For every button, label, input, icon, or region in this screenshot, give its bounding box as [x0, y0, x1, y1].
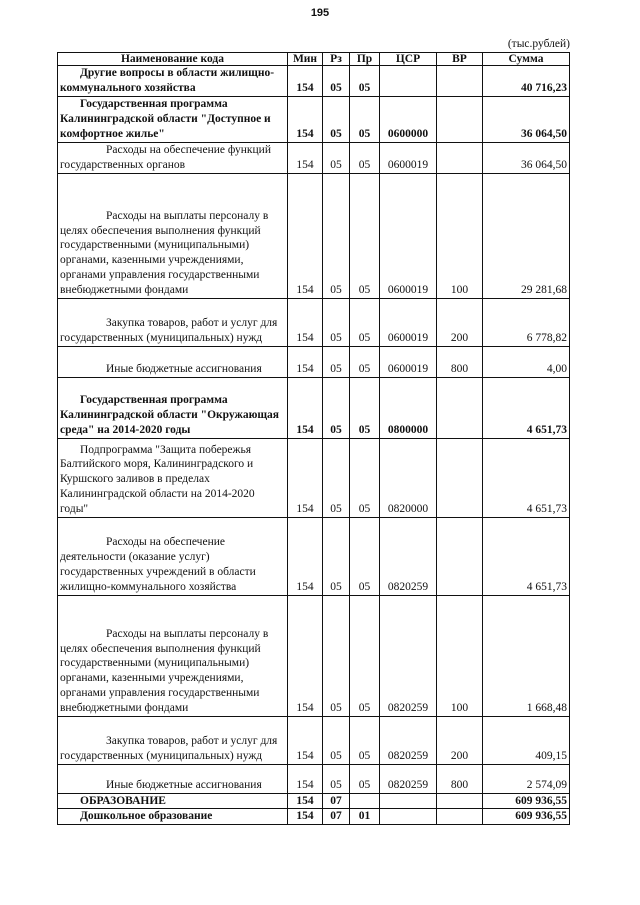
row-pr: 05: [350, 173, 380, 298]
row-pr: 05: [350, 66, 380, 97]
row-csr: 0820000: [380, 438, 437, 517]
table-row: [58, 716, 570, 764]
row-min: 154: [288, 173, 323, 298]
row-sum: 4 651,73: [483, 517, 570, 595]
row-min: 154: [288, 595, 323, 716]
table-row: [58, 346, 570, 377]
row-rz: 05: [323, 764, 350, 793]
row-sum: 36 064,50: [483, 142, 570, 173]
table-row: [58, 793, 570, 809]
row-sum: 40 716,23: [483, 66, 570, 97]
col-header-pr: Пр: [350, 53, 380, 66]
row-name: Дошкольное образование: [58, 809, 288, 825]
row-sum: 29 281,68: [483, 173, 570, 298]
row-name: ОБРАЗОВАНИЕ: [58, 793, 288, 809]
row-pr: 05: [350, 517, 380, 595]
row-rz: 07: [323, 793, 350, 809]
row-rz: 05: [323, 142, 350, 173]
row-min: 154: [288, 517, 323, 595]
col-header-name: Наименование кода: [58, 53, 288, 66]
row-name: Расходы на обеспечение деятельности (оказание услуг) государственных учреждений в области жилищно-коммунального хозяйства: [58, 517, 288, 595]
row-rz: 05: [323, 298, 350, 346]
row-rz: 05: [323, 173, 350, 298]
row-csr: 0820259: [380, 716, 437, 764]
row-vr: [437, 793, 483, 809]
row-name: Закупка товаров, работ и услуг для государственных (муниципальных) нужд: [58, 298, 288, 346]
row-name: Закупка товаров, работ и услуг для государственных (муниципальных) нужд: [58, 716, 288, 764]
row-min: 154: [288, 142, 323, 173]
row-rz: 07: [323, 809, 350, 825]
table-row: [58, 764, 570, 793]
row-csr: [380, 809, 437, 825]
row-min: 154: [288, 377, 323, 438]
table-row: [58, 142, 570, 173]
row-sum: 4 651,73: [483, 377, 570, 438]
row-csr: 0600019: [380, 142, 437, 173]
row-sum: 409,15: [483, 716, 570, 764]
table-row: [58, 298, 570, 346]
table-row: [58, 809, 570, 825]
row-rz: 05: [323, 66, 350, 97]
row-name: Государственная программа Калининградской области "Доступное и комфортное жилье": [58, 96, 288, 142]
col-header-vr: ВР: [437, 53, 483, 66]
table-row: [58, 438, 570, 517]
row-min: 154: [288, 346, 323, 377]
row-name: Расходы на обеспечение функций государственных органов: [58, 142, 288, 173]
row-rz: 05: [323, 377, 350, 438]
row-name: Иные бюджетные ассигнования: [58, 346, 288, 377]
row-pr: 01: [350, 809, 380, 825]
row-min: 154: [288, 764, 323, 793]
row-name: Расходы на выплаты персоналу в целях обеспечения выполнения функций государственными (муниципальными) органами, казенными учреждениями, органами управления государственными внебюджетными фондами: [58, 173, 288, 298]
row-csr: [380, 66, 437, 97]
table-row: [58, 96, 570, 142]
row-csr: [380, 793, 437, 809]
table-row: [58, 517, 570, 595]
row-pr: 05: [350, 96, 380, 142]
row-pr: 05: [350, 764, 380, 793]
row-pr: [350, 793, 380, 809]
row-rz: 05: [323, 595, 350, 716]
row-sum: 2 574,09: [483, 764, 570, 793]
table-row: [58, 377, 570, 438]
col-header-sum: Сумма: [483, 53, 570, 66]
row-vr: 200: [437, 298, 483, 346]
table-row: [58, 173, 570, 298]
row-pr: 05: [350, 716, 380, 764]
row-sum: 36 064,50: [483, 96, 570, 142]
row-csr: 0820259: [380, 764, 437, 793]
row-csr: 0800000: [380, 377, 437, 438]
row-min: 154: [288, 809, 323, 825]
row-vr: [437, 517, 483, 595]
row-rz: 05: [323, 346, 350, 377]
row-name: Государственная программа Калининградской области "Окружающая среда" на 2014-2020 годы: [58, 377, 288, 438]
row-pr: 05: [350, 377, 380, 438]
row-vr: 800: [437, 346, 483, 377]
row-csr: 0600000: [380, 96, 437, 142]
row-rz: 05: [323, 438, 350, 517]
row-min: 154: [288, 298, 323, 346]
row-min: 154: [288, 66, 323, 97]
col-header-min: Мин: [288, 53, 323, 66]
row-pr: 05: [350, 298, 380, 346]
row-sum: 4,00: [483, 346, 570, 377]
col-header-rz: Рз: [323, 53, 350, 66]
row-vr: [437, 142, 483, 173]
table-header-row: [58, 53, 570, 66]
row-vr: [437, 66, 483, 97]
row-name: Расходы на выплаты персоналу в целях обеспечения выполнения функций государственными (муниципальными) органами, казенными учреждениями, органами управления государственными внебюджетными фондами: [58, 595, 288, 716]
row-sum: 609 936,55: [483, 809, 570, 825]
row-name: Другие вопросы в области жилищно-коммунального хозяйства: [58, 66, 288, 97]
row-vr: 800: [437, 764, 483, 793]
row-sum: 1 668,48: [483, 595, 570, 716]
row-csr: 0600019: [380, 173, 437, 298]
row-sum: 4 651,73: [483, 438, 570, 517]
row-vr: [437, 96, 483, 142]
col-header-csr: ЦСР: [380, 53, 437, 66]
table-row: [58, 595, 570, 716]
row-name: Подпрограмма "Защита побережья Балтийского моря, Калининградского и Куршского заливов в пределах Калининградской области на 2014-2020 годы": [58, 438, 288, 517]
row-vr: 100: [437, 595, 483, 716]
row-min: 154: [288, 96, 323, 142]
row-pr: 05: [350, 346, 380, 377]
row-csr: 0600019: [380, 298, 437, 346]
row-vr: [437, 438, 483, 517]
table-row: [58, 66, 570, 97]
row-csr: 0820259: [380, 595, 437, 716]
row-min: 154: [288, 438, 323, 517]
row-csr: 0820259: [380, 517, 437, 595]
row-vr: 200: [437, 716, 483, 764]
row-min: 154: [288, 716, 323, 764]
row-vr: [437, 809, 483, 825]
row-min: 154: [288, 793, 323, 809]
row-sum: 6 778,82: [483, 298, 570, 346]
row-pr: 05: [350, 595, 380, 716]
row-csr: 0600019: [380, 346, 437, 377]
row-name: Иные бюджетные ассигнования: [58, 764, 288, 793]
row-rz: 05: [323, 517, 350, 595]
page-number: 195: [310, 7, 330, 19]
row-pr: 05: [350, 438, 380, 517]
budget-table: [57, 52, 570, 825]
row-rz: 05: [323, 716, 350, 764]
row-vr: 100: [437, 173, 483, 298]
row-pr: 05: [350, 142, 380, 173]
row-vr: [437, 377, 483, 438]
unit-note: (тыс.рублей): [507, 38, 570, 50]
row-rz: 05: [323, 96, 350, 142]
row-sum: 609 936,55: [483, 793, 570, 809]
